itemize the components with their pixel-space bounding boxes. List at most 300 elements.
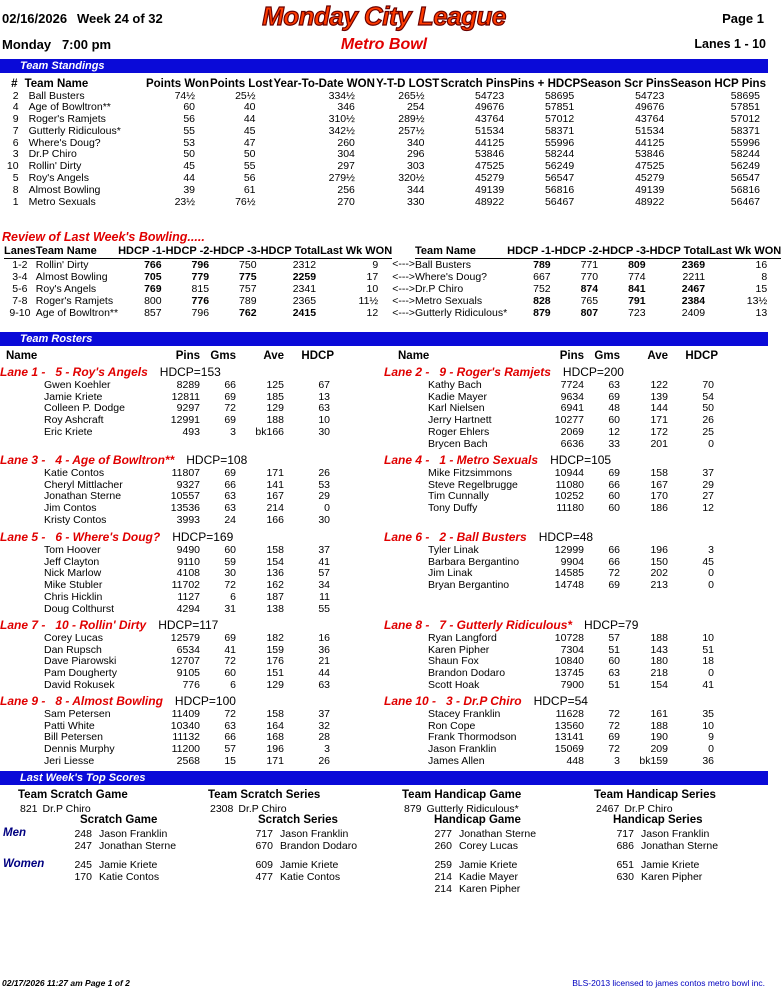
standings-cell: 3 (12, 148, 19, 161)
bowler-name: Jamie Kriete (280, 859, 339, 871)
spacer (334, 503, 374, 515)
player-name: Tim Cunnally (428, 490, 489, 503)
standings-cell: 57012 (730, 113, 760, 126)
roster-block (384, 453, 768, 515)
spacer (334, 557, 374, 569)
player-row (388, 545, 758, 557)
player-average: 122 (650, 379, 668, 391)
roster-hdcp: HDCP=117 (158, 618, 219, 632)
spacer (334, 545, 374, 557)
team-score: 879 (404, 803, 422, 815)
standings-cell: 2 (12, 89, 19, 102)
roster-team: Lane 5 - 6 - Where's Doug? (0, 530, 161, 544)
top-score-line (610, 828, 709, 840)
game-score: 2409 (681, 306, 706, 319)
player-handicap: 0 (708, 667, 714, 680)
player-name: Tom Hoover (44, 544, 101, 556)
player-games: 51 (608, 678, 620, 691)
spacer (334, 568, 374, 580)
game-score: 765 (580, 294, 599, 307)
game-score: 12 (366, 306, 379, 319)
lane-pair: 3-4 (12, 270, 28, 283)
top-score: 260 (434, 840, 452, 853)
player-games: 60 (608, 502, 620, 515)
standings-cell: 8 (12, 183, 19, 196)
player-name: Stacey Franklin (428, 708, 501, 720)
player-pins: 10340 (170, 719, 200, 732)
standings-cell: 346 (337, 101, 355, 114)
player-handicap: 27 (702, 490, 714, 503)
top-score: 247 (74, 840, 92, 853)
standings-cell: 49676 (474, 101, 505, 114)
player-games: 60 (224, 544, 236, 556)
player-handicap: 67 (318, 379, 330, 391)
player-handicap: 18 (702, 655, 714, 668)
player-pins: 13745 (554, 667, 584, 680)
standings-cell: 48922 (635, 195, 665, 208)
top-score: 259 (434, 859, 452, 871)
player-handicap: 34 (318, 579, 330, 592)
player-pins: 10277 (554, 414, 584, 427)
spacer (334, 468, 374, 480)
team-score: 821 (20, 803, 38, 815)
team-name: Gutterly Ridiculous* (28, 124, 121, 137)
player-average: 201 (650, 437, 668, 450)
player-pins: 4108 (176, 567, 200, 580)
player-average: 196 (266, 743, 284, 756)
player-handicap: 53 (318, 478, 330, 491)
player-games: 63 (224, 490, 236, 503)
game-score: 770 (580, 270, 599, 283)
standings-cell: 58371 (730, 124, 760, 137)
player-name: Tyler Linak (428, 544, 479, 556)
player-games: 72 (608, 719, 620, 732)
player-row (388, 439, 758, 451)
spacer (718, 403, 758, 415)
league-title: Monday City League (262, 1, 506, 31)
player-name: Eric Kriete (44, 425, 93, 438)
player-average: 158 (266, 708, 284, 720)
player-games: 66 (224, 379, 236, 391)
review-header: Lanes Team Name HDCP -1- HDCP -2- HDCP -3- HDCP Total Last Wk WON Team Name HDCP -1- HDCP -2- HDCP -3- HDCP Total Last Wk WON (4, 245, 781, 257)
roster-title (0, 618, 384, 633)
game-score: 769 (144, 282, 162, 295)
player-pins: 13560 (554, 719, 584, 732)
player-name: Gwen Koehler (44, 379, 111, 391)
player-handicap: 28 (318, 731, 330, 744)
standings-cell: 44 (243, 113, 256, 126)
player-average: 129 (266, 402, 284, 415)
team-name: Where's Doug? (414, 270, 487, 283)
standings-cell: 53846 (474, 148, 505, 161)
review-row (4, 283, 781, 295)
standings-cell: 58244 (730, 148, 760, 161)
top-score-line (610, 840, 718, 852)
player-games: 66 (608, 478, 620, 491)
standings-cell: 56249 (544, 160, 575, 173)
standings-cell: 9 (12, 113, 19, 126)
team-name: Age of Bowltron** (35, 306, 119, 319)
standings-cell: 49676 (635, 101, 665, 114)
top-score-line (68, 840, 176, 852)
player-average: bk166 (255, 425, 284, 438)
player-name: Bill Petersen (44, 731, 103, 744)
standings-cell: 1 (12, 195, 19, 208)
player-pins: 6636 (560, 437, 584, 450)
team-name: Dr.P Chiro (28, 148, 77, 161)
player-games: 59 (224, 555, 236, 568)
player-pins: 10728 (554, 632, 584, 644)
game-score: 762 (239, 306, 257, 319)
bowler-name: Jonathan Sterne (641, 840, 719, 853)
player-name: Dan Rupsch (44, 643, 102, 656)
bowler-name: Jamie Kriete (459, 859, 518, 871)
player-games: 12 (608, 425, 620, 438)
top-score-line (610, 871, 702, 883)
player-row (4, 756, 374, 768)
player-pins: 12811 (171, 390, 200, 403)
top-score: 609 (255, 859, 273, 871)
team-name: Ball Busters (414, 258, 471, 271)
player-name: Ryan Langford (428, 632, 497, 644)
player-games: 66 (224, 478, 236, 491)
bowler-name: Katie Contos (280, 871, 341, 884)
spacer (718, 503, 758, 515)
standings-row (4, 197, 766, 209)
bowler-name: Jason Franklin (641, 828, 710, 840)
player-games: 24 (224, 513, 236, 526)
top-score-line (249, 871, 340, 883)
player-handicap: 55 (318, 602, 330, 615)
player-games: 60 (608, 655, 620, 668)
spacer (334, 668, 374, 680)
spacer (334, 403, 374, 415)
game-score: 2312 (292, 258, 317, 271)
player-handicap: 0 (708, 743, 714, 756)
player-games: 31 (224, 602, 236, 615)
standings-cell: 265½ (398, 89, 425, 102)
game-score: 2365 (292, 294, 317, 307)
footer-left: 02/17/2026 11:27 am Page 1 of 2 (2, 978, 130, 988)
player-name: Jeff Clayton (44, 555, 100, 568)
player-handicap: 45 (702, 555, 714, 568)
player-games: 15 (224, 754, 236, 767)
game-score: 13 (755, 306, 768, 319)
top-score: 245 (74, 859, 92, 871)
center-name: Metro Bowl (340, 36, 428, 53)
standings-header: # Team Name Points Won Points Lost Year-To-Date WON Y-T-D LOST Scratch Pins Pins + HDCP Season Scr Pins Season HCP Pins (11, 78, 766, 90)
player-pins: 15069 (554, 743, 584, 756)
player-handicap: 51 (702, 643, 714, 656)
spacer (718, 480, 758, 492)
player-average: 167 (650, 478, 668, 491)
standings-cell: 260 (337, 136, 355, 149)
player-name: Jason Franklin (428, 743, 497, 756)
review-table (4, 245, 781, 319)
player-name: Jerry Hartnett (428, 414, 492, 427)
player-name: Karen Pipher (428, 643, 490, 656)
team-name: Gutterly Ridiculous* (426, 803, 519, 815)
game-score: 667 (533, 270, 551, 283)
player-row (388, 709, 758, 721)
player-average: 158 (650, 467, 668, 479)
top-score-line (610, 859, 699, 871)
player-name: Roger Ehlers (428, 425, 490, 438)
roster-block (0, 618, 384, 692)
spacer (718, 680, 758, 692)
player-name: Sam Petersen (44, 708, 111, 720)
game-score: 809 (628, 258, 646, 271)
player-name: Roy Ashcraft (44, 414, 104, 427)
spacer (334, 427, 374, 439)
player-handicap: 44 (318, 667, 330, 680)
spacer (718, 545, 758, 557)
player-games: 6 (230, 590, 236, 603)
top-score-line (249, 859, 338, 871)
player-pins: 10840 (554, 655, 584, 668)
top-scores-band: Last Week's Top Scores (0, 771, 768, 785)
player-average: 188 (650, 719, 668, 732)
player-average: 171 (266, 754, 284, 767)
bowler-name: Jonathan Sterne (459, 828, 537, 840)
game-score: 774 (628, 270, 646, 283)
game-score: 8 (761, 270, 768, 283)
standings-cell: 45279 (474, 172, 505, 185)
player-row (4, 604, 374, 616)
player-games: 69 (608, 390, 620, 403)
standings-cell: 55 (183, 124, 196, 137)
player-pins: 11409 (171, 708, 200, 720)
roster-title (0, 530, 384, 545)
player-games: 63 (608, 379, 620, 391)
player-handicap: 30 (318, 425, 330, 438)
standings-cell: 270 (337, 195, 355, 208)
player-games: 72 (224, 708, 236, 720)
team-score-title: Team Handicap Game (402, 789, 522, 801)
player-games: 72 (224, 655, 236, 668)
player-row (4, 545, 374, 557)
player-average: 129 (266, 678, 284, 691)
game-score: 857 (144, 306, 162, 319)
standings-cell: 296 (406, 148, 425, 161)
game-score: 789 (533, 258, 551, 271)
player-games: 69 (608, 731, 620, 744)
player-pins: 14585 (554, 567, 584, 580)
player-games: 72 (224, 579, 236, 592)
standings-cell: 25½ (235, 89, 256, 102)
player-average: 164 (266, 719, 284, 732)
player-row (388, 680, 758, 692)
player-handicap: 35 (702, 708, 714, 720)
standings-cell: 330 (406, 195, 425, 208)
player-average: 218 (650, 667, 668, 680)
roster-hdcp: HDCP=105 (550, 453, 612, 467)
top-score: 214 (434, 871, 452, 884)
player-average: 214 (266, 502, 284, 515)
player-average: 171 (266, 467, 284, 479)
standings-cell: 54723 (474, 89, 505, 102)
player-handicap: 26 (318, 754, 330, 767)
player-pins: 4294 (176, 602, 200, 615)
bowler-name: Katie Contos (99, 871, 160, 884)
individual-title: Scratch Series (258, 814, 338, 826)
standings-cell: 55996 (544, 136, 575, 149)
standings-row (4, 185, 766, 197)
roster-block (0, 365, 384, 439)
player-name: Kristy Contos (44, 513, 107, 526)
player-handicap: 41 (702, 678, 714, 691)
roster-title (0, 365, 384, 380)
game-score: 815 (191, 282, 210, 295)
player-average: 170 (650, 490, 668, 503)
player-handicap: 32 (318, 719, 330, 732)
player-average: 154 (266, 555, 284, 568)
top-score: 651 (616, 859, 634, 871)
player-name: Bryan Bergantino (428, 579, 510, 592)
player-average: 187 (266, 590, 284, 603)
player-handicap: 0 (708, 437, 714, 450)
standings-cell: 50 (243, 148, 256, 161)
team-name: Gutterly Ridiculous* (414, 306, 508, 319)
standings-cell: 340 (406, 136, 425, 149)
team-name: Rollin' Dirty (28, 160, 82, 173)
roster-hdcp: HDCP=108 (186, 453, 248, 467)
player-row (388, 633, 758, 645)
roster-team: Lane 4 - 1 - Metro Sexuals (384, 453, 539, 467)
player-name: Chris Hicklin (44, 590, 103, 603)
player-row (4, 592, 374, 604)
player-games: 69 (224, 632, 236, 644)
bowler-name: Brandon Dodaro (280, 840, 358, 853)
game-score: 828 (533, 294, 551, 307)
player-handicap: 37 (702, 467, 714, 479)
team-name: Roger's Ramjets (28, 113, 106, 126)
player-games: 63 (608, 667, 620, 680)
top-score-line (68, 859, 157, 871)
game-score: 800 (144, 294, 162, 307)
spacer (334, 732, 374, 744)
player-games: 33 (608, 437, 620, 450)
player-average: 154 (650, 678, 668, 691)
player-games: 57 (608, 632, 620, 644)
spacer (718, 415, 758, 427)
player-row (388, 468, 758, 480)
print-date: 02/16/2026 (2, 11, 68, 26)
top-score-line (249, 840, 357, 852)
roster-block (384, 694, 768, 768)
roster-hdcp: HDCP=54 (533, 694, 588, 708)
player-pins: 9110 (177, 555, 200, 568)
player-games: 41 (224, 643, 236, 656)
player-pins: 9904 (560, 555, 584, 568)
player-row (388, 756, 758, 768)
standings-cell: 55 (243, 160, 256, 173)
standings-cell: 43764 (635, 113, 665, 126)
review-row (4, 271, 781, 283)
player-row (388, 503, 758, 515)
game-score: 2259 (292, 270, 317, 283)
player-name: Patti White (44, 719, 95, 732)
player-name: Barbara Bergantino (428, 555, 520, 568)
player-handicap: 29 (318, 490, 330, 503)
player-name: David Rokusek (44, 678, 115, 691)
player-average: 143 (650, 643, 668, 656)
player-games: 63 (224, 719, 236, 732)
player-handicap: 37 (318, 708, 330, 720)
player-handicap: 26 (318, 467, 330, 479)
player-handicap: 10 (318, 414, 330, 427)
player-pins: 6534 (176, 643, 200, 656)
top-score: 670 (255, 840, 273, 853)
top-score: 717 (255, 828, 273, 840)
player-pins: 2568 (176, 754, 200, 767)
game-score: 807 (580, 306, 599, 319)
game-score: 723 (628, 306, 646, 319)
standings-cell: 51534 (635, 124, 665, 137)
spacer (718, 468, 758, 480)
bowler-name: Kadie Mayer (459, 871, 518, 884)
standings-cell: 44125 (635, 136, 665, 149)
player-row (4, 468, 374, 480)
spacer (334, 645, 374, 657)
standings-cell: 256 (337, 183, 355, 196)
player-games: 30 (224, 567, 236, 580)
player-pins: 14748 (554, 579, 584, 592)
player-row (4, 427, 374, 439)
bowler-name: Karen Pipher (641, 871, 703, 884)
game-score: 776 (191, 294, 210, 307)
spacer (718, 580, 758, 592)
player-handicap: 3 (708, 544, 714, 556)
roster-title (0, 453, 384, 468)
game-score: 757 (239, 282, 257, 295)
team-name: Dr.P Chiro (624, 803, 673, 815)
player-handicap: 3 (324, 743, 330, 756)
roster-hdcp: HDCP=79 (584, 618, 639, 632)
spacer (718, 721, 758, 733)
player-pins: 9105 (176, 667, 200, 680)
standings-cell: 49139 (474, 183, 505, 196)
player-pins: 11132 (172, 731, 200, 744)
player-name: Colleen P. Dodge (44, 402, 125, 415)
player-average: 150 (650, 555, 668, 568)
standings-cell: 47525 (474, 160, 505, 173)
game-score: 9 (372, 258, 379, 271)
player-average: 188 (650, 632, 668, 644)
standings-cell: 257½ (398, 124, 425, 137)
spacer (718, 709, 758, 721)
team-name: Dr.P Chiro (414, 282, 464, 295)
player-name: Mike Stubler (44, 579, 103, 592)
standings-cell: 49139 (635, 183, 665, 196)
player-games: 72 (608, 567, 620, 580)
player-average: 167 (266, 490, 284, 503)
player-pins: 9634 (560, 390, 584, 403)
player-name: Kathy Bach (428, 379, 482, 391)
roster-team: Lane 6 - 2 - Ball Busters (384, 530, 527, 544)
player-average: 159 (266, 643, 284, 656)
standings-cell: 304 (337, 148, 355, 161)
standings-cell: 56547 (730, 172, 760, 185)
roster-title (384, 530, 768, 545)
game-score: 789 (239, 294, 257, 307)
player-name: Mike Fitzsimmons (428, 467, 513, 479)
top-score: 477 (255, 871, 273, 884)
player-average: 141 (266, 478, 284, 491)
top-score-line (428, 883, 520, 895)
top-score: 630 (616, 871, 634, 884)
player-average: 166 (266, 513, 284, 526)
